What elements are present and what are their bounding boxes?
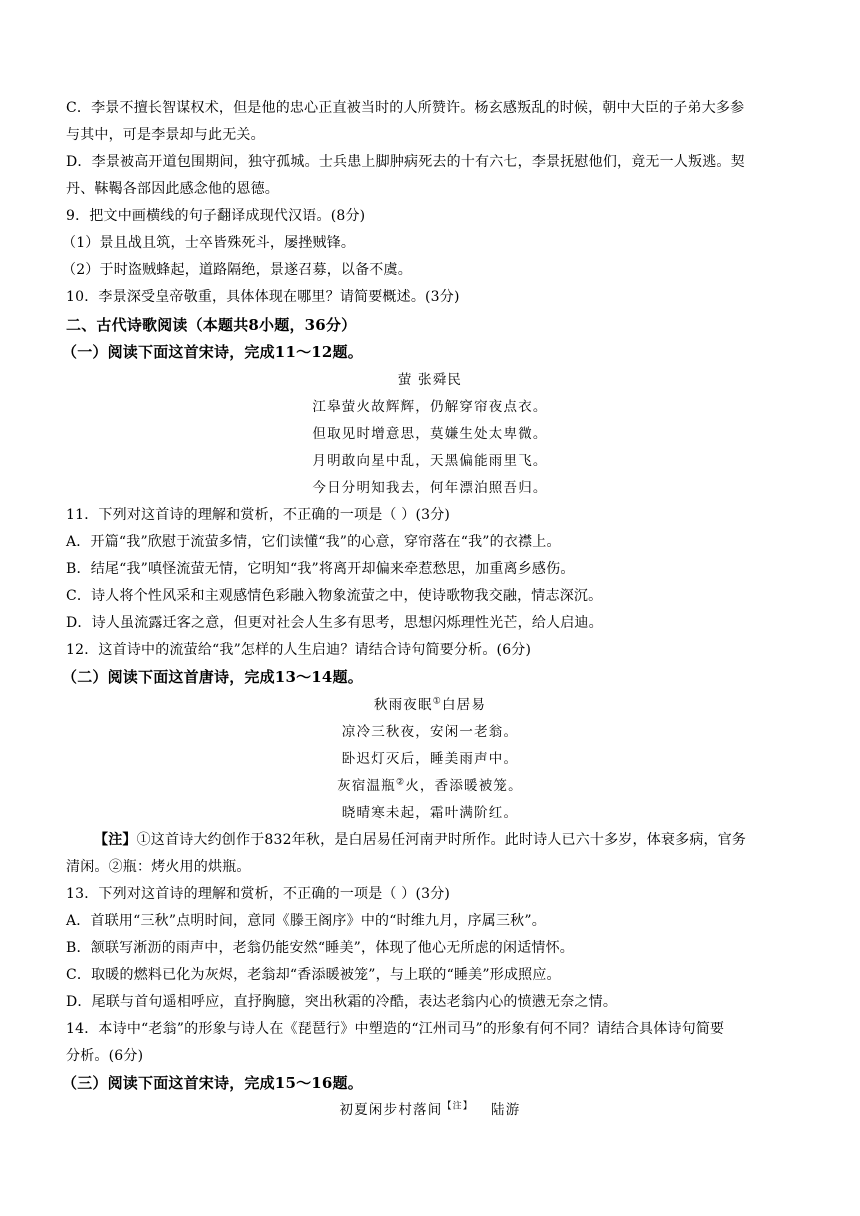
q8-option-d-line1: D．李景被高开道包围期间，独守孤城。士兵患上脚肿病死去的十有六七，李景抚慰他们，竟无一人叛逃。契 <box>66 154 745 170</box>
q13-option-a: A．首联用“三秋”点明时间，意同《滕王阁序》中的“时维九月，序属三秋”。 <box>66 913 546 929</box>
q10-stem: 10．李景深受皇帝敬重，具体体现在哪里？请简要概述。(3分) <box>66 289 460 305</box>
q11-option-c: C．诗人将个性风采和主观感情色彩融入物象流萤之中，使诗歌物我交融，情志深沉。 <box>66 588 603 604</box>
q14-stem-line2: 分析。(6分) <box>66 1048 144 1064</box>
part2-poem-line-3: 灰宿温瓶②火，香添暖被笼。 <box>337 777 523 794</box>
part1-poem-line-4: 今日分明知我去，何年漂泊照吾归。 <box>312 480 548 496</box>
part2-poem-line-4: 晓晴寒未起，霜叶满阶红。 <box>341 805 519 821</box>
part2-note-line1: 【注】①这首诗大约创作于832年秋，是白居易任河南尹时所作。此时诗人已六十多岁，体衰多病，官务 <box>94 832 747 848</box>
q13-stem: 13．下列对这首诗的理解和赏析，不正确的一项是（ ）(3分) <box>66 886 451 902</box>
q14-stem-line1: 14．本诗中“老翁”的形象与诗人在《琵琶行》中塑造的“江州司马”的形象有何不同？请结合具体诗句简要 <box>66 1021 725 1037</box>
q8-option-c-line2: 与其中，可是李景却与此无关。 <box>66 127 265 143</box>
q9-stem: 9．把文中画横线的句子翻译成现代汉语。(8分) <box>66 208 366 224</box>
q8-option-d-line2: 丹、靺鞨各部因此感念他的恩德。 <box>66 181 279 197</box>
q11-stem: 11．下列对这首诗的理解和赏析，不正确的一项是（ ）(3分) <box>66 507 451 523</box>
q13-option-c: C．取暖的燃料已化为灰烬，老翁却“香添暖被笼”，与上联的“睡美”形成照应。 <box>66 967 561 983</box>
part2-poem-title: 秋雨夜眠①白居易 <box>373 696 487 713</box>
part3-title: （三）阅读下面这首宋诗，完成15～16题。 <box>62 1074 363 1092</box>
q11-option-a: A．开篇“我”欣慰于流萤多情，它们读懂“我”的心意，穿帘落在“我”的衣襟上。 <box>66 534 561 550</box>
q11-option-b: B．结尾“我”嗔怪流萤无情，它明知“我”将离开却偏来牵惹愁思，加重离乡感伤。 <box>66 561 575 577</box>
part2-note-line2: 清闲。②瓶：烤火用的烘瓶。 <box>66 859 251 875</box>
part2-title: （二）阅读下面这首唐诗，完成13～14题。 <box>62 668 363 686</box>
part1-poem-title: 萤 张舜民 <box>397 372 463 388</box>
part1-poem-line-2: 但取见时增意思，莫嫌生处太卑微。 <box>312 426 548 442</box>
q12-stem: 12．这首诗中的流萤给“我”怎样的人生启迪？请结合诗句简要分析。(6分) <box>66 642 532 658</box>
part1-poem-line-1: 江皋萤火故辉辉，仍解穿帘夜点衣。 <box>312 399 548 415</box>
part2-poem-line-1: 凉冷三秋夜，安闲一老翁。 <box>341 724 519 740</box>
q11-option-d: D．诗人虽流露迁客之意，但更对社会人生多有思考，思想闪烁理性光芒，给人启迪。 <box>66 615 603 631</box>
q9-sentence-2: （2）于时盗贼蜂起，道路隔绝，景遂召募，以备不虞。 <box>62 262 412 278</box>
q9-sentence-1: （1）景且战且筑，士卒皆殊死斗，屡挫贼锋。 <box>62 235 356 251</box>
part1-poem-line-3: 月明敢向星中乱，天黑偏能雨里飞。 <box>312 453 548 469</box>
q13-option-b: B．颔联写淅沥的雨声中，老翁仍能安然“睡美”，体现了他心无所虑的闲适情怀。 <box>66 940 575 956</box>
part1-title: （一）阅读下面这首宋诗，完成11～12题。 <box>62 343 363 361</box>
part2-poem-line-2: 卧迟灯灭后，睡美雨声中。 <box>341 751 519 767</box>
q13-option-d: D．尾联与首句遥相呼应，直抒胸臆，突出秋霜的冷酷，表达老翁内心的愤懑无奈之情。 <box>66 994 618 1010</box>
part3-poem-title: 初夏闲步村落间$^{【注】}$ 陆游 <box>339 1101 521 1118</box>
q8-option-c-line1: C．李景不擅长智谋权术，但是他的忠心正直被当时的人所赞许。杨玄感叛乱的时候，朝中大臣的子弟大多参 <box>66 100 745 116</box>
section2-title: 二、古代诗歌阅读（本题共8小题，36分） <box>66 316 357 334</box>
